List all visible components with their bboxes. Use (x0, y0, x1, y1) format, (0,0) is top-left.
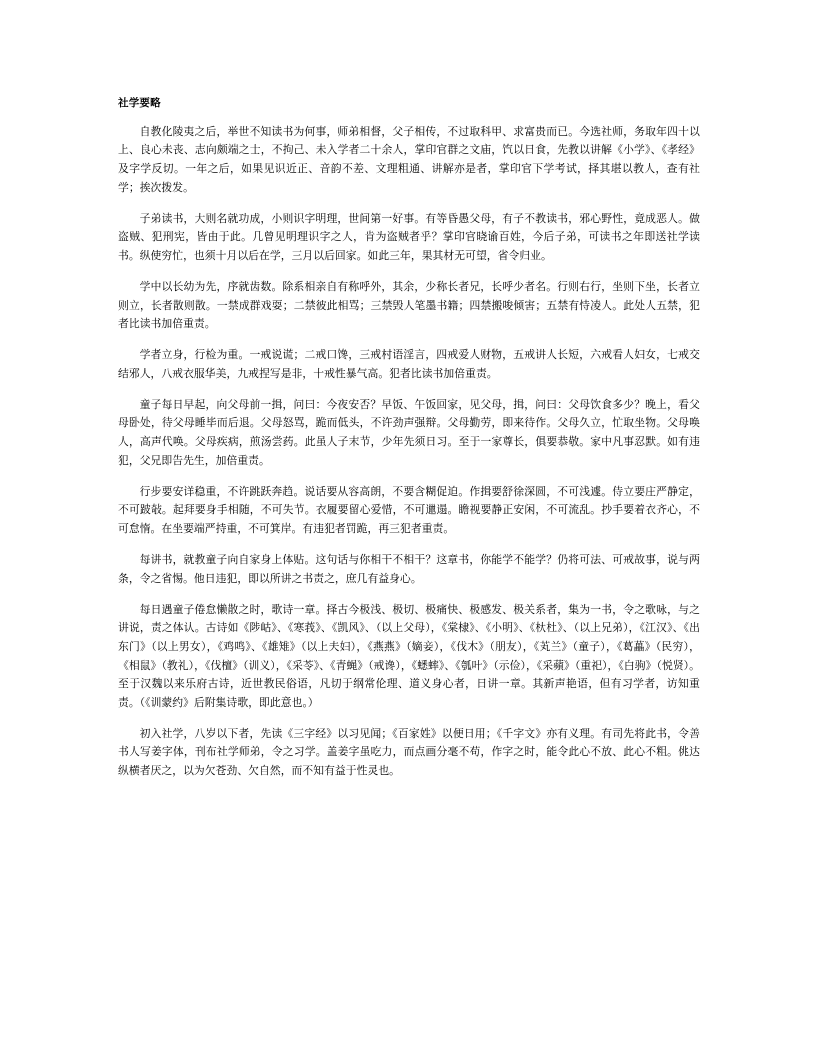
paragraph: 行步要安详稳重，不许跳跃奔趋。说话要从容高朗，不要含糊促迫。作揖要舒徐深圆，不可浅遽。侍立要庄严静定，不可跛敧。起拜要身手相随，不可失节。衣履要留心爱惜，不可邋遢。瞻视要静正安闲，不可流乱。抄手要着衣齐心，不可怠惰。在坐要端严持重，不可箕岸。有违犯者罚跪，再三犯者重责。 (118, 484, 700, 535)
paragraph: 每讲书，就教童子向自家身上体贴。这句话与你相干不相干？这章书，你能学不能学？仍将可法、可戒故事，说与两条，令之省惕。他日违犯，即以所讲之书责之，庶几有益身心。 (118, 553, 700, 585)
paragraph: 学者立身，行检为重。一戒说谎；二戒口馋，三戒村语淫言，四戒爱人财物，五戒讲人长短，六戒看人妇女，七戒交结邪人，八戒衣服华美，九戒捏写是非，十戒性暴气高。犯者比读书加倍重责。 (118, 348, 700, 380)
paragraph: 每日遇童子倦怠懒散之时，歌诗一章。择古今极浅、极切、极痛快、极感发、极关系者，集为一书，令之歌咏，与之讲说，责之体认。古诗如《陟岵》、《寒莪》、《凯风》、（以上父母），《棠棣》、《小明》、《杕杜》、（以上兄弟），《江汉》、《出东门》（以上男女），《鸡鸣》、《雄雉》（以上夫妇），《燕燕》（嫡妾），《伐木》（朋友），《芄兰》（童子），《葛藟》（民穷），《相鼠》（教礼），《伐檀》（训义），《采苓》、《青蝇》（戒谗），《蟋蟀》、《瓠叶》（示俭），《采蘋》（重祀），《白驹》（悦贤）。至于汉魏以来乐府古诗，近世教民俗语，凡切于纲常伦理、道义身心者，日讲一章。其新声艳语，但有习学者，访知重责。（《训蒙约》后附集诗歌，即此意也。） (118, 602, 700, 709)
paragraph: 学中以长幼为先，序就齿数。除系相亲自有称呼外，其余，少称长者兄，长呼少者名。行则右行，坐则下坐，长者立则立，长者散则散。一禁成群戏耍；二禁彼此相骂；三禁毁人笔墨书籍；四禁搬唆倾害；五禁有恃凌人。此处人五禁，犯者比读书加倍重责。 (118, 279, 700, 331)
paragraph: 子弟读书，大则名就功成，小则识字明理，世间第一好事。有等昏愚父母，有子不教读书，邪心野性，竟成恶人。做盗贼、犯刑宪，皆由于此。几曾见明理识字之人，肯为盗贼者乎？掌印官晓谕百姓，今后子弟，可读书之年即送社学读书。纵使穷忙，也须十月以后在学，三月以后回家。如此三年，果其材无可望，省令归业。 (118, 211, 700, 262)
document-body (118, 123, 700, 781)
paragraph: 童子每日早起，向父母前一揖，问曰：今夜安否？早饭、午饭回家，见父母，揖，问曰：父母饮食多少？晚上，看父母卧处，待父母睡毕而后退。父母怒骂，跪而低头，不许劲声强辩。父母勤劳，即来待作。父母久立，忙取坐物。父母唤人，高声代唤。父母疾病，煎汤尝药。此虽人子末节，少年先须日习。至于一家尊长，俱要恭敬。家中凡事忍默。如有违犯，父兄即告先生，加倍重责。 (118, 397, 700, 467)
paragraph: 初入社学，八岁以下者，先读《三字经》以习见闻；《百家姓》以便日用；《千字文》亦有义理。有司先将此书，令善书人写姜字体，刊布社学师弟，令之习学。盖姜字虽吃力，而点画分毫不苟，作字之时，能令此心不放、此心不粗。佻达纵横者厌之，以为欠苍劲、欠自然，而不知有益于性灵也。 (118, 726, 700, 777)
page-title: 社学要略 (118, 97, 161, 109)
paragraph: 自教化陵夷之后，举世不知读书为何事，师弟相督，父子相传，不过取科甲、求富贵而已。今选社师，务取年四十以上、良心未丧、志向颇端之士，不拘己、未入学者二十余人，掌印官群之文庙，饩以日食，先教以讲解《小学》、《孝经》及字学反切。一年之后，如果见识近正、音韵不差、文理粗通、讲解亦是者，掌印官下学考试，择其堪以教人，查有社学；挨次拨发。 (118, 124, 700, 194)
